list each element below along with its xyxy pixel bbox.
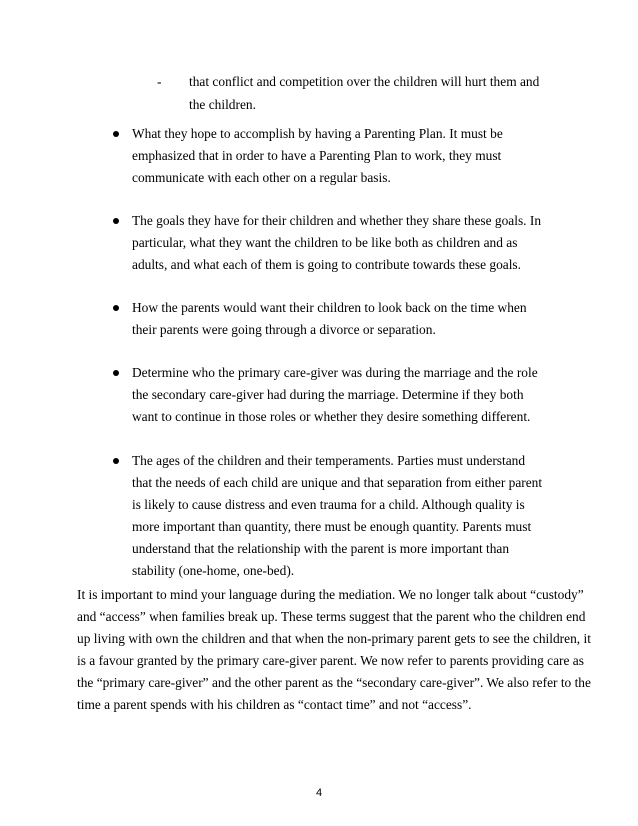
bullet-2-line: The goals they have for their children and whether they share these goals. In: [132, 213, 542, 228]
bullet-5-line: stability (one-home, one-bed).: [132, 563, 295, 578]
paragraph-line: and “access” when families break up. These terms suggest that the parent who the children end: [77, 609, 586, 624]
bullet-4-line: the secondary care-giver had during the marriage. Determine if they both: [132, 387, 524, 402]
bullet-2-line: particular, what they want the children to be like both as children and as: [132, 235, 518, 250]
sub-item-line: that conflict and competition over the children will hurt them and: [189, 74, 540, 89]
paragraph-line: is a favour granted by the primary care-giver parent. We now refer to parents providing care as: [77, 653, 584, 668]
bullet-1-line: What they hope to accomplish by having a Parenting Plan. It must be: [132, 126, 503, 141]
bullet-3-line: their parents were going through a divorce or separation.: [132, 322, 436, 337]
sub-list-dash: -: [157, 74, 162, 89]
bullet-5-line: is likely to cause distress and even trauma for a child. Although quality is: [132, 497, 525, 512]
bullet-icon: [113, 218, 119, 224]
bullet-icon: [113, 458, 119, 464]
bullet-4-line: want to continue in those roles or whether they desire something different.: [132, 409, 531, 424]
paragraph-line: the “primary care-giver” and the other parent as the “secondary care-giver”. We also refer to the: [77, 675, 591, 690]
sub-item-line: the children.: [189, 97, 256, 112]
page-number: 4: [315, 787, 323, 799]
bullet-4-line: Determine who the primary care-giver was during the marriage and the role: [132, 365, 538, 380]
bullet-1-line: communicate with each other on a regular basis.: [132, 170, 391, 185]
bullet-5-line: that the needs of each child are unique and that separation from either parent: [132, 475, 543, 490]
bullet-1-line: emphasized that in order to have a Parenting Plan to work, they must: [132, 148, 502, 163]
paragraph-line: time a parent spends with his children as “contact time” and not “access”.: [77, 697, 472, 712]
bullet-5-line: more important than quantity, there must be enough quantity. Parents must: [132, 519, 532, 534]
paragraph-line: up living with own the children and that when the non-primary parent gets to see the children, it: [77, 631, 591, 646]
bullet-5-line: understand that the relationship with the parent is more important than: [132, 541, 510, 556]
paragraph-line: It is important to mind your language during the mediation. We no longer talk about “custody”: [77, 587, 584, 602]
bullet-icon: [113, 305, 119, 311]
bullet-2-line: adults, and what each of them is going to contribute towards these goals.: [132, 257, 521, 272]
bullet-icon: [113, 131, 119, 137]
bullet-3-line: How the parents would want their children to look back on the time when: [132, 300, 527, 315]
bullet-5-line: The ages of the children and their temperaments. Parties must understand: [132, 453, 526, 468]
bullet-icon: [113, 370, 119, 376]
